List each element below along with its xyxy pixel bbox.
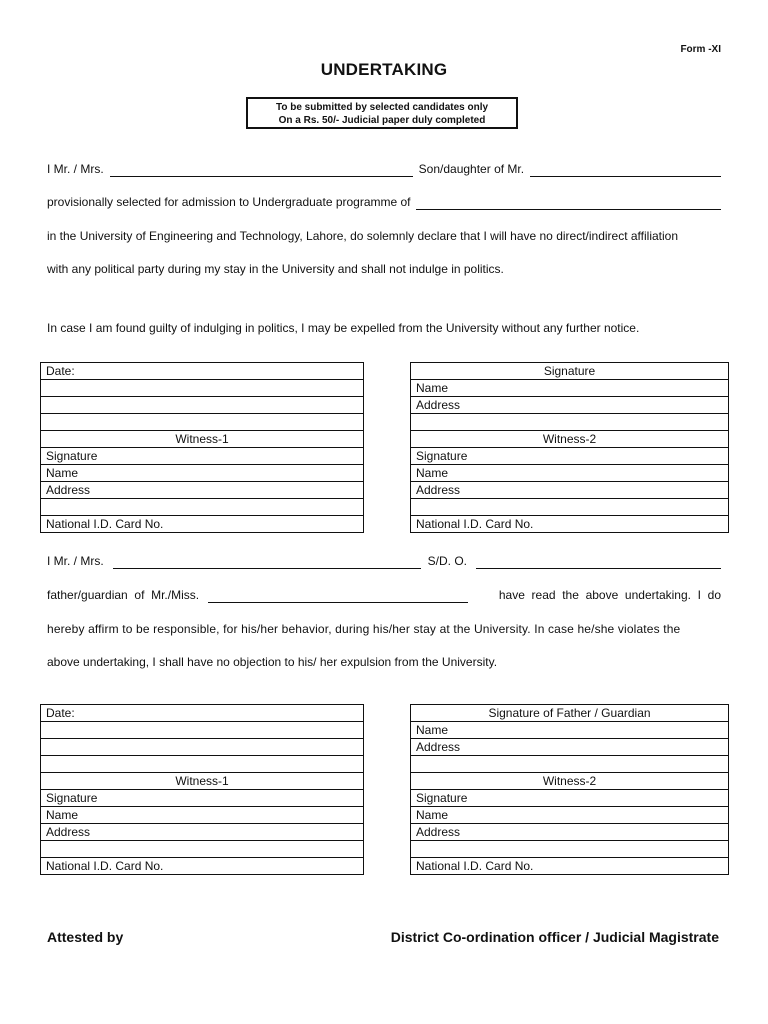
blank-row xyxy=(41,756,364,773)
form-number: Form -XI xyxy=(680,44,721,55)
candidate-witness-2-table xyxy=(410,362,729,533)
page-title: UNDERTAKING xyxy=(320,60,448,79)
guardian-line-2 xyxy=(47,587,721,603)
magistrate-label: District Co-ordination officer / Judicial Magistrate xyxy=(390,929,719,945)
guardian-line-3: hereby affirm to be responsible, for his/her behavior, during his/her stay at the University. In case he/she violates the xyxy=(47,622,681,636)
date-field[interactable]: Date: xyxy=(41,363,364,380)
witness-1-signature-field[interactable]: Signature xyxy=(41,448,364,465)
witness-2-signature-field[interactable]: Signature xyxy=(411,790,729,807)
blank-row xyxy=(411,756,729,773)
father-guardian-label: father/guardian of Mr./Miss. xyxy=(47,588,200,602)
submission-notice-box xyxy=(246,97,518,129)
declaration-line-3: in the University of Engineering and Technology, Lahore, do solemnly declare that I will have no direct/indirect affiliation xyxy=(47,229,679,243)
blank-row xyxy=(41,499,364,516)
witness-1-address-field[interactable]: Address xyxy=(41,482,364,499)
witness-1-name-field[interactable]: Name xyxy=(41,465,364,482)
notice-line-2: On a Rs. 50/- Judicial paper duly completed xyxy=(278,115,486,126)
witness-2-signature-field[interactable]: Signature xyxy=(411,448,729,465)
witness-2-nic-field[interactable]: National I.D. Card No. xyxy=(411,858,729,875)
father-name-blank[interactable] xyxy=(530,165,721,177)
attested-by-label: Attested by xyxy=(47,929,124,945)
guardian-name-blank[interactable] xyxy=(113,557,421,569)
candidate-name-field[interactable]: Name xyxy=(411,380,729,397)
declaration-line-2 xyxy=(47,194,721,210)
witness-2-heading: Witness-2 xyxy=(411,773,729,790)
blank-row xyxy=(41,397,364,414)
witness-2-name-field[interactable]: Name xyxy=(411,465,729,482)
blank-row xyxy=(41,722,364,739)
witness-1-signature-field[interactable]: Signature xyxy=(41,790,364,807)
blank-row xyxy=(411,841,729,858)
blank-row xyxy=(41,414,364,431)
candidate-address-field[interactable]: Address xyxy=(411,397,729,414)
read-text: have read the above undertaking. I do xyxy=(498,588,721,602)
witness-2-address-field[interactable]: Address xyxy=(411,824,729,841)
guardian-signature-heading[interactable]: Signature of Father / Guardian xyxy=(411,705,729,722)
blank-row xyxy=(41,739,364,756)
witness-2-address-field[interactable]: Address xyxy=(411,482,729,499)
ward-name-blank[interactable] xyxy=(208,591,468,603)
blank-row xyxy=(411,499,729,516)
blank-row xyxy=(41,841,364,858)
sdo-blank[interactable] xyxy=(476,557,721,569)
blank-row xyxy=(411,414,729,431)
witness-2-heading: Witness-2 xyxy=(411,431,729,448)
witness-1-heading: Witness-1 xyxy=(41,431,364,448)
guardian-name-field[interactable]: Name xyxy=(411,722,729,739)
witness-1-nic-field[interactable]: National I.D. Card No. xyxy=(41,858,364,875)
selected-text: provisionally selected for admission to Undergraduate programme of xyxy=(47,195,411,209)
expulsion-line: In case I am found guilty of indulging in politics, I may be expelled from the University without any further notice. xyxy=(47,321,640,335)
programme-blank[interactable] xyxy=(416,198,721,210)
witness-2-name-field[interactable]: Name xyxy=(411,807,729,824)
guardian-line-1 xyxy=(47,553,721,569)
candidate-witness-1-table xyxy=(40,362,364,533)
candidate-signature-heading[interactable]: Signature xyxy=(411,363,729,380)
guardian-name-label: I Mr. / Mrs. xyxy=(47,554,104,568)
date-field[interactable]: Date: xyxy=(41,705,364,722)
blank-row xyxy=(41,380,364,397)
notice-line-1: To be submitted by selected candidates only xyxy=(275,102,489,113)
witness-1-name-field[interactable]: Name xyxy=(41,807,364,824)
guardian-witness-1-table xyxy=(40,704,364,875)
guardian-line-4: above undertaking, I shall have no objection to his/ her expulsion from the University. xyxy=(47,655,498,669)
witness-2-nic-field[interactable]: National I.D. Card No. xyxy=(411,516,729,533)
declaration-line-4: with any political party during my stay in the University and shall not indulge in politics. xyxy=(47,262,504,276)
guardian-address-field[interactable]: Address xyxy=(411,739,729,756)
declaration-line-1 xyxy=(47,161,721,177)
sdo-label: S/D. O. xyxy=(427,554,468,568)
witness-1-address-field[interactable]: Address xyxy=(41,824,364,841)
candidate-name-blank[interactable] xyxy=(110,165,413,177)
witness-1-heading: Witness-1 xyxy=(41,773,364,790)
name-label: I Mr. / Mrs. xyxy=(47,162,104,176)
guardian-witness-2-table xyxy=(410,704,729,875)
witness-1-nic-field[interactable]: National I.D. Card No. xyxy=(41,516,364,533)
son-daughter-label: Son/daughter of Mr. xyxy=(418,162,525,176)
